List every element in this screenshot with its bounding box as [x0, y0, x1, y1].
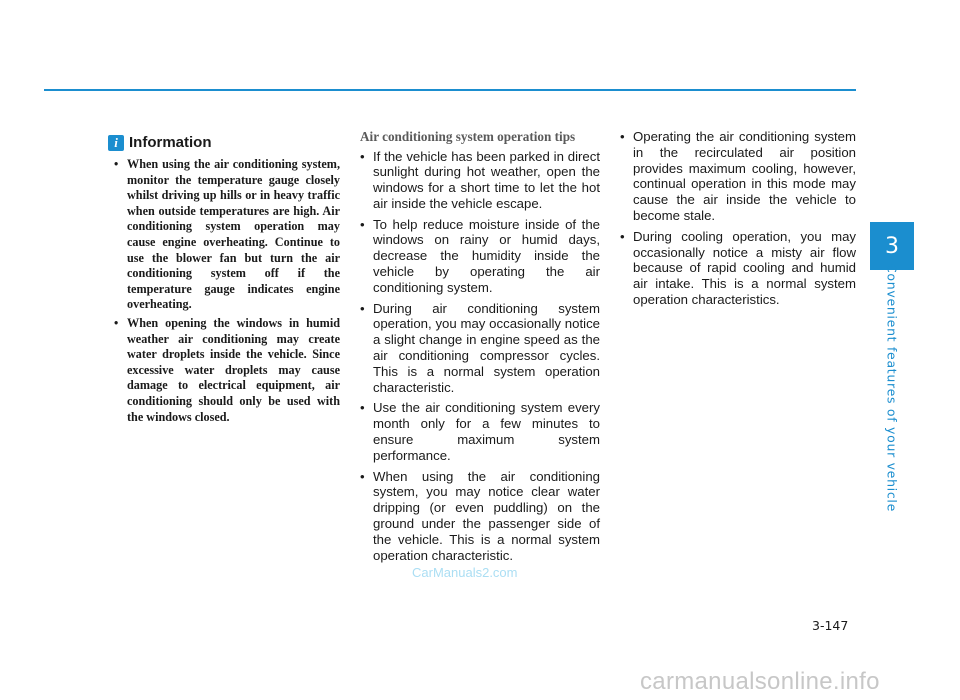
chapter-title: Convenient features of your vehicle — [884, 263, 900, 513]
information-body — [114, 157, 340, 428]
tip-item: • During air conditioning system operation, you may occasionally notice a slight change in engine speed as the air conditioning compressor cycles. This is a normal system operation characteristic. — [360, 301, 600, 396]
watermark-overlay: CarManuals2.com — [412, 565, 518, 580]
information-header — [108, 134, 212, 151]
site-watermark[interactable]: carmanualsonline.info — [640, 668, 880, 695]
tip-item: • Operating the air conditioning system in the recirculated air position provides maximum cooling, however, continual operation in this mode may cause the air inside the vehicle to become stale. — [620, 129, 856, 224]
tip-item: • If the vehicle has been parked in direct sunlight during hot weather, open the windows for a short time to let the hot air inside the vehicle escape. — [360, 149, 600, 212]
tips-column-continued — [620, 129, 856, 313]
page-number: 3-147 — [812, 618, 849, 633]
tips-column — [360, 129, 600, 568]
tips-list-continued — [620, 129, 856, 308]
information-title: Information — [129, 134, 212, 151]
tip-item: • Use the air conditioning system every month only for a few minutes to ensure maximum system performance. — [360, 400, 600, 463]
header-rule — [44, 89, 856, 91]
info-icon: i — [108, 135, 124, 151]
tip-item: • When using the air conditioning system, you may notice clear water dripping (or even puddling) on the ground under the passenger side of the vehicle. This is a normal system operation characteristic. — [360, 469, 600, 564]
tip-item: • During cooling operation, you may occasionally notice a misty air flow because of rapid cooling and humid air intake. This is a normal system operation characteristics. — [620, 229, 856, 308]
chapter-tab — [870, 222, 914, 270]
tip-item: • To help reduce moisture inside of the windows on rainy or humid days, decrease the humidity inside the vehicle by operating the air conditioning system. — [360, 217, 600, 296]
section-title: Air conditioning system operation tips — [360, 129, 576, 144]
tips-list — [360, 149, 600, 564]
information-item: • When using the air conditioning system, monitor the temperature gauge closely whilst driving up hills or in heavy traffic when outside temperatures are high. Air conditioning system operation may cause engine overheating. Continue to use the blower fan but turn the air conditioning system off if the temperature gauge indicates engine overheating. — [114, 157, 340, 313]
information-list — [114, 157, 340, 425]
chapter-number: 3 — [885, 233, 899, 259]
information-item: • When opening the windows in humid weather air conditioning may create water droplets inside the vehicle. Since excessive water droplets may cause damage to electrical equipment, air conditioning should only be used with the windows closed. — [114, 316, 340, 425]
